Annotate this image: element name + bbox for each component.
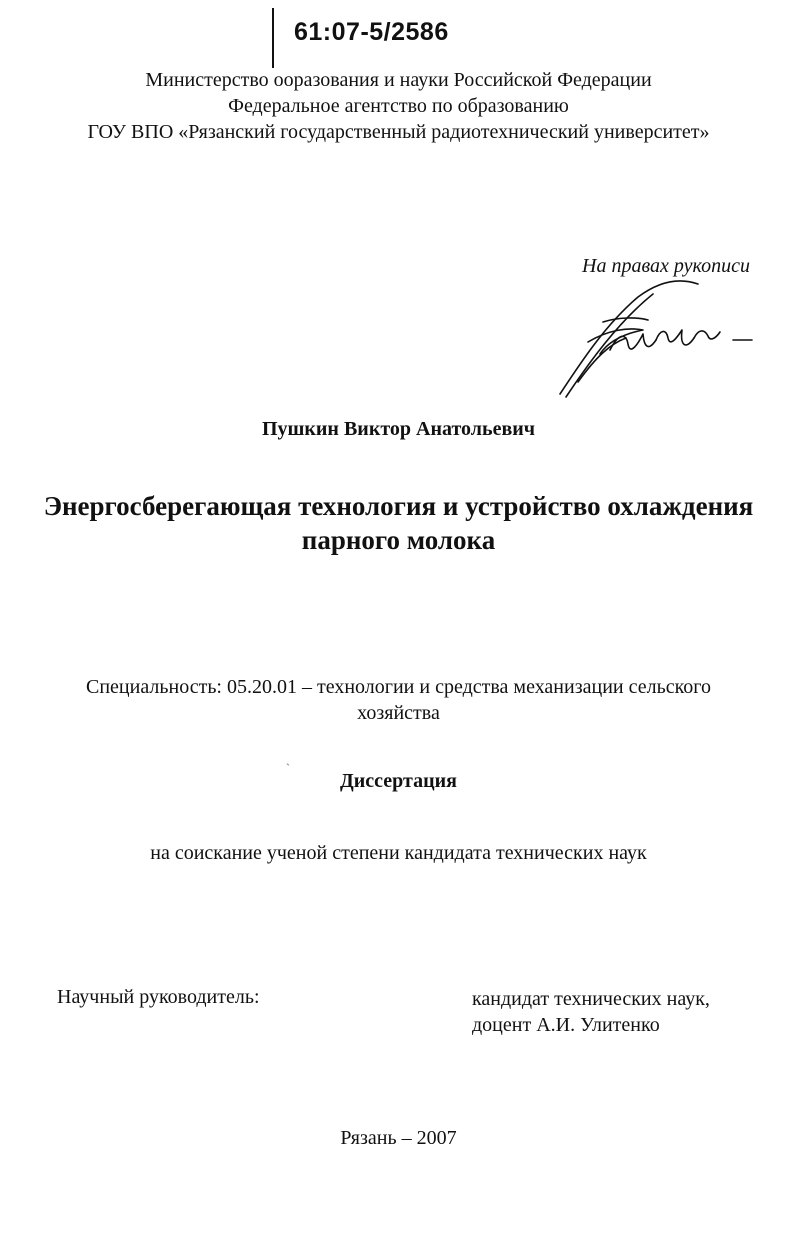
ministry-line: Министерство ооразования и науки Российской Федерации [145, 69, 652, 91]
specialty-line-2: хозяйства [357, 702, 440, 724]
university-line: ГОУ ВПО «Рязанский государственный радиотехнический университет» [87, 121, 710, 143]
archive-stamp-code: 61:07-5/2586 [294, 18, 449, 46]
city-year: Рязань – 2007 [340, 1127, 457, 1149]
supervisor-details [472, 986, 710, 1038]
degree-line: на соискание ученой степени кандидата технических наук [150, 842, 647, 864]
author-name: Пушкин Виктор Анатольевич [261, 418, 536, 440]
thesis-title-line-1: Энергосберегающая технология и устройство охлаждения [43, 491, 754, 521]
supervisor-name: доцент А.И. Улитенко [472, 1014, 660, 1036]
document-type: Диссертация [340, 770, 457, 792]
agency-line: Федеральное агентство по образованию [228, 95, 569, 117]
handwritten-signature [548, 272, 758, 402]
scan-speck: ˏ [286, 752, 290, 766]
thesis-title-line-2: парного молока [301, 525, 496, 555]
manuscript-rights-note: На правах рукописи [582, 255, 750, 277]
specialty-line-1: Специальность: 05.20.01 – технологии и средства механизации сельского [86, 676, 711, 698]
archive-stamp-line [272, 8, 274, 68]
supervisor-label: Научный руководитель: [57, 986, 260, 1008]
supervisor-degree: кандидат технических наук, [472, 988, 710, 1010]
